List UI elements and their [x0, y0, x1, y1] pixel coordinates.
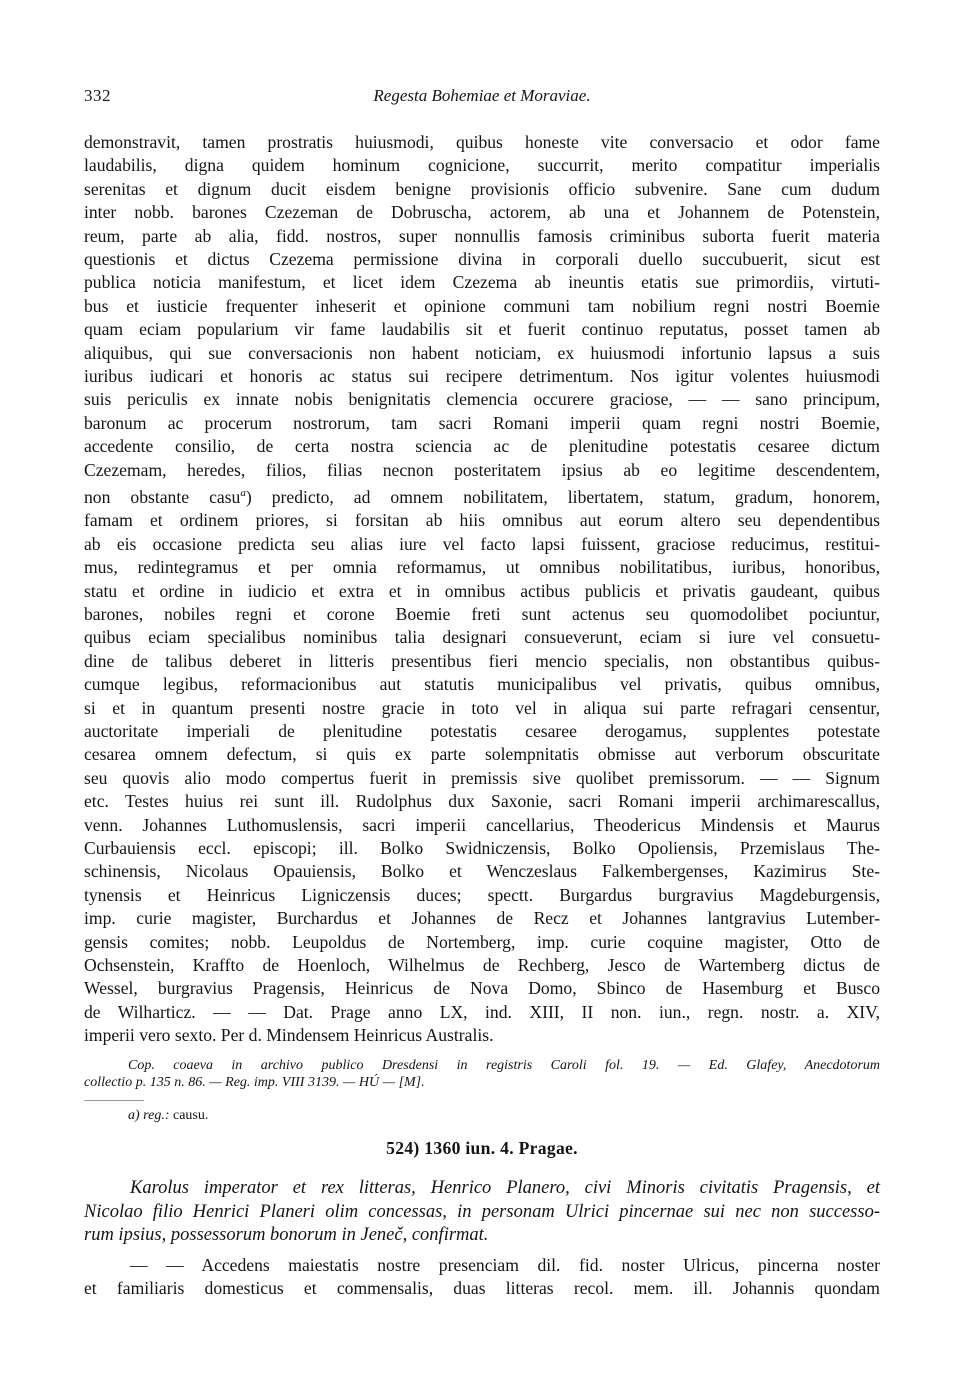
document-heading: 524) 1360 iun. 4. Pragae. — [386, 1138, 578, 1158]
text-line-with-footnote-ref — [84, 482, 880, 509]
text-line: ab eis occasione predicta seu alias iure vel facto lapsi fuissent, graciose reducimus, restitui- — [84, 533, 880, 554]
doc-text-line: et familiaris domesticus et commensalis, duas litteras recol. mem. ill. Johannis quondam — [84, 1278, 880, 1299]
footnote — [128, 1107, 208, 1124]
doc-text-line: — — Accedens maiestatis nostre presenciam dil. fid. noster Ulricus, pincerna noster — [130, 1255, 880, 1275]
text-line: quibus eciam specialibus nominibus talia designari consueverunt, eciam si iure vel consuetu- — [84, 627, 880, 648]
text-line: cumque legibus, reformacionibus aut statutis municipalibus vel privatis, quibus omnibus, — [84, 674, 880, 695]
text-line-rest: ) predicto, ad omnem nobilitatem, libertatem, statum, gradum, honorem, — [245, 486, 880, 507]
abstract-line: Nicolao filio Henrici Planeri olim concessas, in personam Ulrici pincernae sui nec non successo- — [84, 1201, 880, 1222]
page-number: 332 — [84, 86, 111, 105]
text-line: aliquibus, qui sue conversacionis non habent noticiam, ex huiusmodi infortunio lapsus a suis — [84, 342, 880, 363]
text-line: laudabilis, digna quidem hominum cognicione, succurrit, merito compatitur imperialis — [84, 155, 880, 176]
text-line: accedente consilio, de certa nostra sciencia ac de plenitudine potestatis cesaree dictum — [84, 436, 880, 457]
text-line: reum, parte ab alia, fidd. nostros, super nonnullis famosis criminibus suborta fuerit materia — [84, 225, 880, 246]
text-line: si et in quantum presenti nostre gracie in toto vel in aliqua sui parte refragari censentur, — [84, 697, 880, 718]
text-line: imp. curie magister, Burchardus et Johannes de Recz et Johannes lantgravius Lutember- — [84, 908, 880, 929]
text-line: imperii vero sexto. Per d. Mindensem Heinricus Australis. — [84, 1025, 494, 1046]
text-line: Wessel, burgravius Pragensis, Heinricus de Nova Domo, Sbinco de Hasemburg et Busco — [84, 978, 880, 999]
text-line: dine de talibus deberet in litteris presentibus fieri mencio specialis, non obstantibus quibus- — [84, 650, 880, 671]
text-line: famam et ordinem priores, si forsitan ab hiis omnibus aut eorum altero seu dependentibus — [84, 510, 880, 531]
text-line: tynensis et Heinricus Ligniczensis duces; spectt. Burgardus burgravius Magdeburgensis, — [84, 884, 880, 905]
text-line: inter nobb. barones Czezeman de Dobruscha, actorem, ab una et Johannem de Potenstein, — [84, 202, 880, 223]
text-line: quam eciam popularium vir fame laudabilis sit et fuerit continuo reputatus, posset tamen ab — [84, 319, 880, 340]
footnote-text: causu. — [172, 1108, 209, 1123]
text-line: Ochsenstein, Kraffto de Hoenloch, Wilhelmus de Rechberg, Jesco de Wartemberg dictus de — [84, 955, 880, 976]
text-line: cesarea omnem defectum, si quis ex parte solempnitatis obmisse aut verborum obscuritate — [84, 744, 880, 765]
journal-title: Regesta Bohemiae et Moraviae. — [373, 86, 591, 105]
text-line: barones, nobiles regni et corone Boemie freti sunt actenus seu quomodolibet pociuntur, — [84, 603, 880, 624]
source-note-line: Cop. coaeva in archivo publico Dresdensi in registris Caroli fol. 19. — Ed. Glafey, Anecdotorum — [128, 1058, 880, 1073]
text-line: bus et iusticie frequenter inheserit et opinione communi tam nobilium regni nostri Boemie — [84, 295, 880, 316]
footnote-mark: a) — [128, 1108, 140, 1123]
text-line: venn. Johannes Luthomuslensis, sacri imperii cancellarius, Theodericus Mindensis et Maurus — [84, 814, 880, 835]
text-line: publica noticia manifestum, et licet idem Czezema ab ineuntis etatis sue primordiis, virtuti- — [84, 272, 880, 293]
document-text — [84, 1254, 880, 1301]
text-line: etc. Testes huius rei sunt ill. Rudolphus dux Saxonie, sacri Romani imperii archimarescallus, — [84, 791, 880, 812]
text-line: suis periculis ex innate nobis benignitatis clemencia occurere graciose, — — sano principum, — [84, 389, 880, 410]
text-line: gensis comites; nobb. Leupoldus de Nortemberg, imp. curie coquine magister, Otto de — [84, 931, 880, 952]
abstract-line: Karolus imperator et rex litteras, Henrico Planero, civi Minoris civitatis Pragensis, et — [130, 1178, 880, 1198]
text-line: questionis et dictus Czezema permissione divina in corporali duello succubuerit, sicut est — [84, 249, 880, 270]
text-line: seu quovis alio modo compertus fuerit in premissis sive quolibet premissorum. — — Signum — [84, 767, 880, 788]
footnote-abbr: reg.: — [143, 1108, 170, 1123]
text-line: baronum ac procerum nostrorum, tam sacri Romani imperii quam regni nostri Boemie, — [84, 412, 880, 433]
text-line: de Wilharticz. — — Dat. Prage anno LX, ind. XIII, II non. iun., regn. nostr. a. XIV, — [84, 1001, 880, 1022]
footnote-divider — [84, 1100, 144, 1101]
text-line: mus, redintegramus et per omnia reformamus, ut omnibus nobilitatibus, iuribus, honoribus, — [84, 557, 880, 578]
source-note — [84, 1057, 880, 1091]
text-line: iuribus iudicari et honoris ac status sui recipere detrimentum. Nos igitur volentes huiusmodi — [84, 366, 880, 387]
main-text — [84, 131, 880, 1048]
text-line: Curbauiensis eccl. episcopi; ill. Bolko Swidniczensis, Bolko Opoliensis, Przemislaus The- — [84, 838, 880, 859]
text-line: schinensis, Nicolaus Opauiensis, Bolko et Wenczeslaus Falkembergenses, Kazimirus Ste- — [84, 861, 880, 882]
abstract-line: rum ipsius, possessorum bonorum in Jeneč, confirmat. — [84, 1225, 489, 1245]
footnote-ref: a — [240, 487, 246, 500]
source-note-line: collectio p. 135 n. 86. — Reg. imp. VIII 3139. — HÚ — [M]. — [84, 1075, 425, 1090]
text-line-start: non obstante casu — [84, 486, 241, 507]
text-line: auctoritate imperiali de plenitudine potestatis cesaree derogamus, supplentes potestate — [84, 721, 880, 742]
text-line: serenitas et dignum ducit eisdem benigne provisionis officio subvenire. Sane cum dudum — [84, 178, 880, 199]
running-head — [84, 86, 880, 112]
text-line: Czezemam, heredes, filios, filias necnon posteritatem ipsius ab eo legitime descendentem, — [84, 459, 880, 480]
text-line: statu et ordine in iudicio et extra et in omnibus actibus publicis et privatis gaudeant, quibus — [84, 580, 880, 601]
document-abstract — [84, 1177, 880, 1248]
text-line: demonstravit, tamen prostratis huiusmodi, quibus honeste vite conversacio et odor fame — [84, 132, 880, 152]
